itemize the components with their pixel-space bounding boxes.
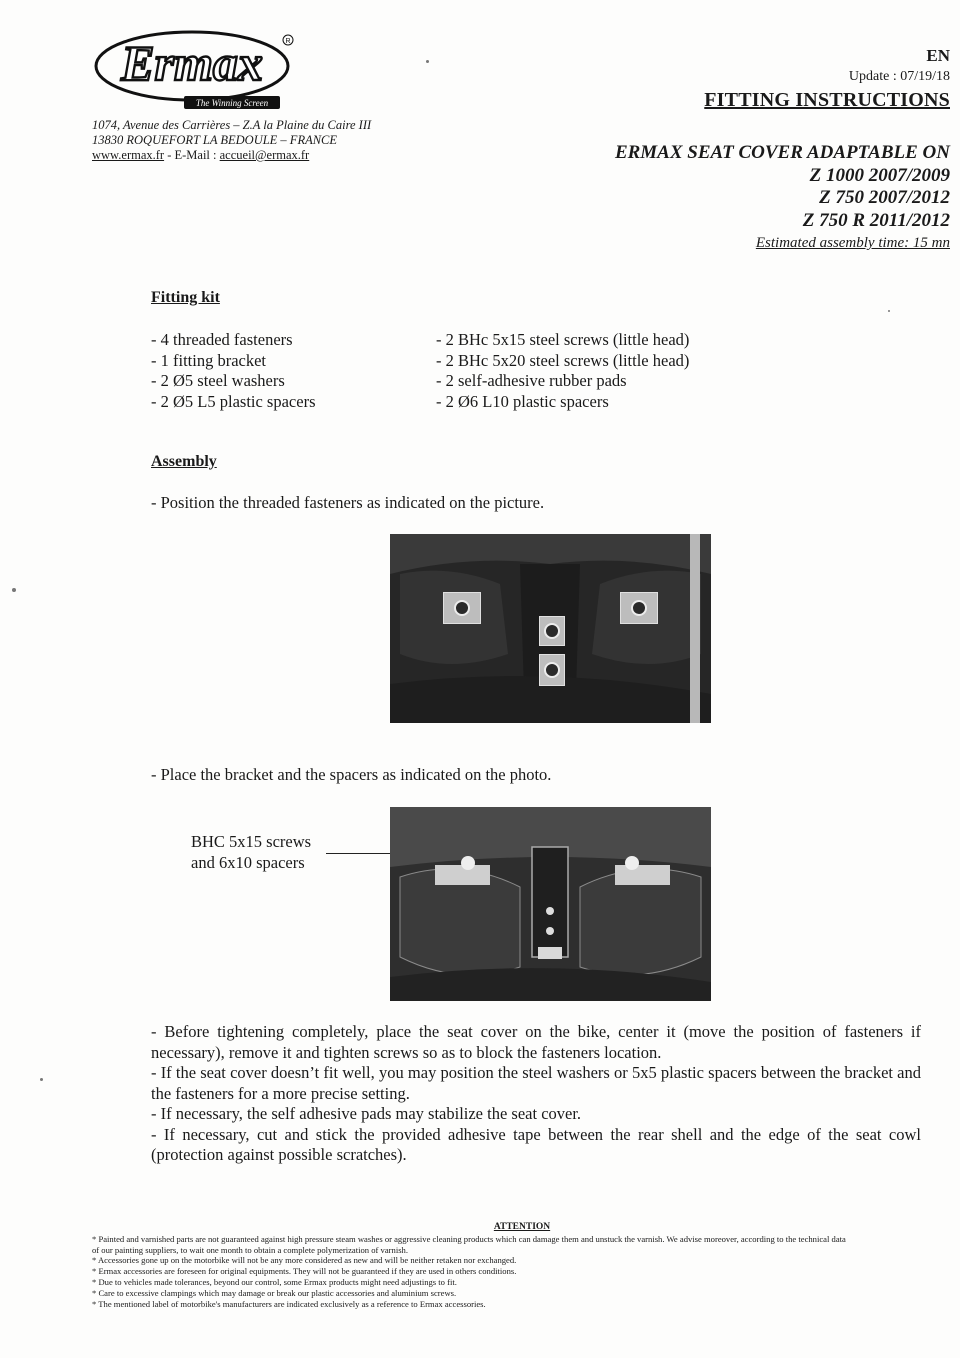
- kit-item: - 4 threaded fasteners: [151, 330, 293, 349]
- kit-item: - 2 Ø6 L10 plastic spacers: [436, 391, 609, 411]
- assembly-step-6: - If necessary, cut and stick the provided adhesive tape between the rear shell and the edge of the seat cowl (protection against possible scratches).: [151, 1124, 921, 1164]
- kit-item: - 2 Ø5 L5 plastic spacers: [151, 391, 316, 411]
- attention-line: * Care to excessive clampings which may damage or break our plastic accessories and aluminium screws.: [92, 1287, 457, 1298]
- attention-line: of our painting suppliers, to wait one month to obtain a complete polymerization of varnish.: [92, 1244, 408, 1255]
- scan-speck: [888, 310, 890, 312]
- attention-notes: [92, 1222, 952, 1309]
- threaded-fastener: [443, 592, 481, 624]
- kit-item: - 2 Ø5 steel washers: [151, 371, 285, 390]
- attention-line: * Accessories gone up on the motorbike will not be any more considered as new and will be neither retaken nor exchanged.: [92, 1255, 517, 1266]
- product-line-1: ERMAX SEAT COVER ADAPTABLE ON: [614, 142, 950, 163]
- kit-item: - 2 BHc 5x15 steel screws (little head): [436, 330, 690, 349]
- address-line-1: 1074, Avenue des Carrières – Z.A la Plaine du Caire III: [92, 118, 372, 132]
- scan-speck: [40, 1078, 43, 1081]
- assembly-step-2: - Place the bracket and the spacers as indicated on the photo.: [151, 765, 552, 784]
- assembly-instructions: [151, 1022, 921, 1166]
- assembly-step-4: - If the seat cover doesn’t fit well, you may position the steel washers or 5x5 plastic spacers between the bracket and the fasteners for a more precise setting.: [151, 1063, 921, 1103]
- callout-line-2: and 6x10 spacers: [191, 852, 305, 872]
- attention-line: * Ermax accessories are foreseen for original equipments. They will not be guaranteed if they are used in others conditions.: [92, 1266, 517, 1277]
- scan-speck: [426, 60, 429, 63]
- kit-item: - 2 self-adhesive rubber pads: [436, 371, 627, 390]
- bracket-photo: [390, 807, 711, 1001]
- assembly-step-1: - Position the threaded fasteners as indicated on the picture.: [151, 493, 545, 512]
- document-header-right: [704, 46, 950, 112]
- svg-text:Ermax: Ermax: [121, 35, 263, 91]
- threaded-fastener: [539, 654, 565, 686]
- callout-label: [191, 832, 311, 873]
- attention-title: ATTENTION: [493, 1222, 551, 1232]
- assembly-heading: Assembly: [151, 453, 217, 470]
- attention-line: * The mentioned label of motorbike's manufacturers are indicated exclusively as a reference to Ermax accessories.: [92, 1298, 486, 1309]
- product-line-3: Z 750 2007/2012: [819, 187, 950, 208]
- fitting-kit-list-left: [151, 330, 316, 412]
- address-line-2: 13830 ROQUEFORT LA BEDOULE – FRANCE: [92, 133, 338, 147]
- svg-text:The Winning Screen: The Winning Screen: [195, 98, 269, 108]
- kit-item: - 2 BHc 5x20 steel screws (little head): [436, 350, 690, 370]
- email-separator: - E-Mail :: [164, 148, 220, 162]
- product-block: [615, 142, 950, 255]
- threaded-fastener: [620, 592, 658, 624]
- svg-text:R: R: [285, 38, 291, 45]
- kit-item: - 1 fitting bracket: [151, 350, 267, 370]
- fitting-kit-list-right: [436, 330, 689, 412]
- email-link[interactable]: accueil@ermax.fr: [219, 148, 310, 162]
- threaded-fastener: [539, 616, 565, 646]
- language-code: EN: [926, 46, 950, 65]
- company-address: [92, 118, 371, 163]
- website-link[interactable]: www.ermax.fr: [92, 148, 165, 162]
- page-title: FITTING INSTRUCTIONS: [704, 89, 950, 111]
- assembly-time: Estimated assembly time: 15 mn: [755, 235, 950, 251]
- product-line-2: Z 1000 2007/2009: [809, 164, 950, 186]
- update-date: Update : 07/19/18: [848, 69, 950, 84]
- scan-speck: [12, 588, 16, 592]
- ermax-logo: [92, 24, 298, 114]
- fasteners-photo: [390, 534, 711, 723]
- callout-line-1: BHC 5x15 screws: [191, 832, 312, 851]
- assembly-step-5: - If necessary, the self adhesive pads may stabilize the seat cover.: [151, 1104, 582, 1123]
- product-line-4: Z 750 R 2011/2012: [802, 209, 950, 231]
- attention-line: * Due to vehicles made tolerances, beyond our control, some Ermax products might need adjustings to fit.: [92, 1276, 457, 1287]
- fitting-kit-heading: Fitting kit: [151, 289, 220, 306]
- attention-line: * Painted and varnished parts are not guaranteed against high pressure steam washes or aggressive cleaning products which can damage them and unstuck the varnish. We advise moreover, according to the technical data: [92, 1233, 846, 1244]
- assembly-step-3: - Before tightening completely, place the seat cover on the bike, center it (move the position of fasteners if necessary), remove it and tighten screws so as to block the fasteners location.: [151, 1022, 921, 1062]
